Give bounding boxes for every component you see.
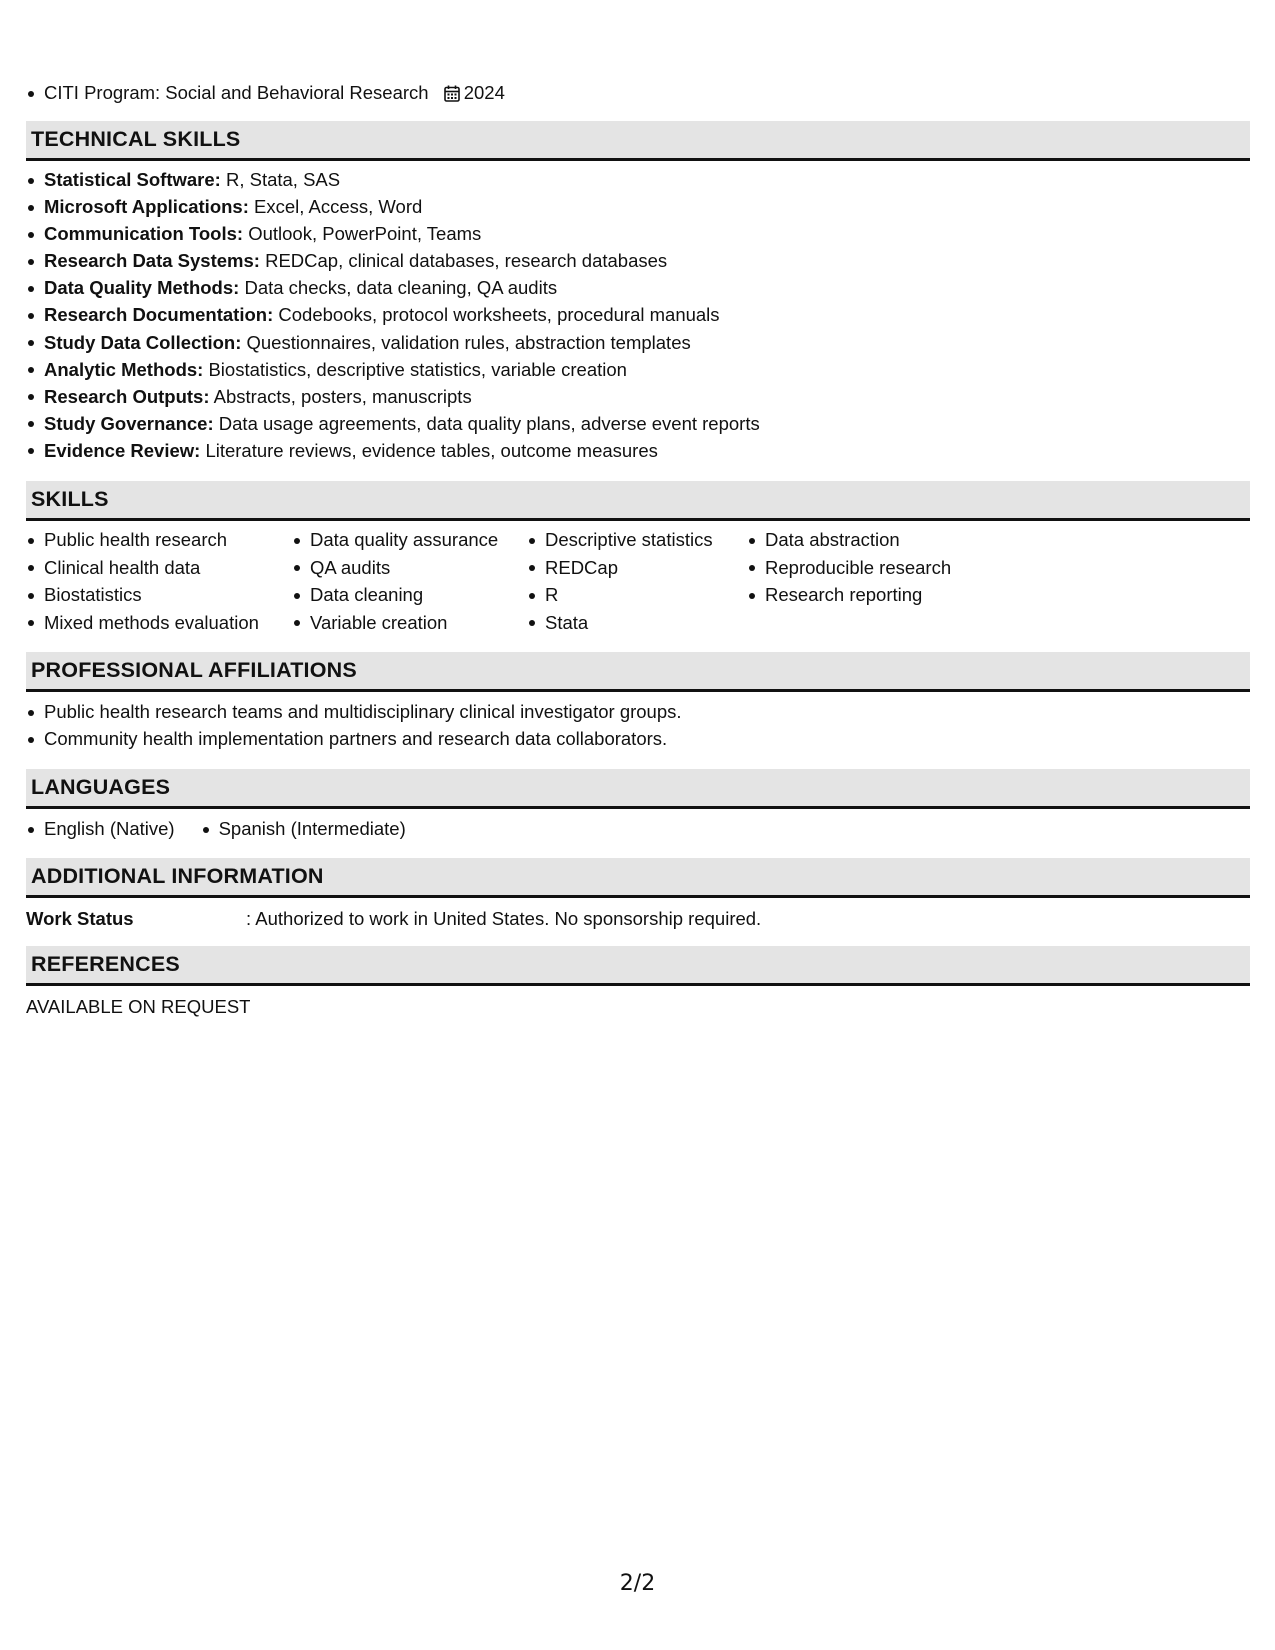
skill-item: Research reporting — [747, 581, 987, 609]
section-header-additional-info — [26, 858, 1250, 898]
section-title: TECHNICAL SKILLS — [31, 127, 241, 151]
section-header-skills — [26, 481, 1250, 521]
technical-skills-list — [26, 166, 760, 464]
list-item: Public health research teams and multidisciplinary clinical investigator groups. — [26, 698, 682, 725]
item-label: Microsoft Applications: — [44, 196, 249, 218]
list-item — [26, 383, 760, 410]
item-label: Analytic Methods: — [44, 358, 204, 380]
skill-item: Data abstraction — [747, 526, 987, 554]
item-label: Study Data Collection: — [44, 331, 242, 353]
languages-list — [26, 815, 432, 842]
language-item: Spanish (Intermediate) — [201, 815, 406, 842]
list-item — [26, 247, 760, 274]
certification-item — [26, 79, 505, 109]
page-number: 2/2 — [619, 1571, 656, 1596]
item-label: Evidence Review: — [44, 439, 201, 461]
list-item — [26, 166, 760, 193]
skills-column — [26, 526, 292, 636]
list-item — [26, 274, 760, 301]
list-item — [26, 301, 760, 328]
item-label: Communication Tools: — [44, 223, 244, 245]
item-label: Study Governance: — [44, 412, 214, 434]
language-item: English (Native) — [26, 815, 175, 842]
calendar-icon — [444, 82, 460, 109]
item-value: Biostatistics, descriptive statistics, variable creation — [208, 358, 627, 380]
item-label: Data Quality Methods: — [44, 277, 240, 299]
item-value: REDCap, clinical databases, research databases — [265, 250, 668, 272]
item-value: Questionnaires, validation rules, abstraction templates — [246, 331, 691, 353]
section-title: SKILLS — [31, 487, 109, 511]
section-header-languages — [26, 769, 1250, 809]
section-header-technical-skills — [26, 121, 1250, 161]
work-status-value: : Authorized to work in United States. No sponsorship required. — [246, 908, 762, 929]
list-item — [26, 437, 760, 464]
skill-item: Data quality assurance — [292, 526, 527, 554]
item-value: Codebooks, protocol worksheets, procedural manuals — [278, 304, 720, 326]
item-value: Data checks, data cleaning, QA audits — [244, 277, 558, 299]
item-label: Research Data Systems: — [44, 250, 260, 272]
skills-column — [292, 526, 527, 636]
certification-name: CITI Program: Social and Behavioral Research — [44, 82, 429, 103]
item-value: R, Stata, SAS — [225, 169, 341, 190]
work-status-label: Work Status — [26, 908, 134, 929]
skill-item: Variable creation — [292, 609, 527, 637]
item-value: Excel, Access, Word — [254, 196, 423, 218]
skill-item: Descriptive statistics — [527, 526, 747, 554]
work-status-row — [26, 905, 761, 932]
section-title: ADDITIONAL INFORMATION — [31, 864, 324, 888]
item-label: Research Outputs: — [44, 385, 210, 407]
section-header-affiliations — [26, 652, 1250, 692]
certification-year: 2024 — [463, 82, 505, 103]
list-item — [26, 220, 760, 247]
section-header-references — [26, 946, 1250, 986]
skills-grid — [26, 526, 987, 636]
skill-item: Mixed methods evaluation — [26, 609, 292, 637]
skill-item: Clinical health data — [26, 554, 292, 582]
certification-list — [26, 79, 505, 109]
item-value: Data usage agreements, data quality plans, adverse event reports — [218, 412, 760, 434]
item-label: Statistical Software: — [44, 169, 221, 190]
skill-item: REDCap — [527, 554, 747, 582]
references-text: AVAILABLE ON REQUEST — [26, 996, 251, 1017]
skill-item: R — [527, 581, 747, 609]
item-value: Outlook, PowerPoint, Teams — [248, 223, 482, 245]
skill-item: Stata — [527, 609, 747, 637]
list-item — [26, 329, 760, 356]
section-title: LANGUAGES — [31, 775, 171, 799]
skill-item: Reproducible research — [747, 554, 987, 582]
skills-column — [747, 526, 987, 636]
skill-item: Public health research — [26, 526, 292, 554]
list-item: Community health implementation partners and research data collaborators. — [26, 725, 682, 752]
affiliations-list — [26, 698, 682, 752]
list-item — [26, 356, 760, 383]
section-title: REFERENCES — [31, 952, 180, 976]
skills-column — [527, 526, 747, 636]
list-item — [26, 193, 760, 220]
skill-item: Biostatistics — [26, 581, 292, 609]
section-title: PROFESSIONAL AFFILIATIONS — [31, 658, 357, 682]
skill-item: QA audits — [292, 554, 527, 582]
skill-item: Data cleaning — [292, 581, 527, 609]
item-value: Literature reviews, evidence tables, outcome measures — [205, 439, 658, 461]
item-value: Abstracts, posters, manuscripts — [213, 385, 472, 407]
item-label: Research Documentation: — [44, 304, 274, 326]
list-item — [26, 410, 760, 437]
